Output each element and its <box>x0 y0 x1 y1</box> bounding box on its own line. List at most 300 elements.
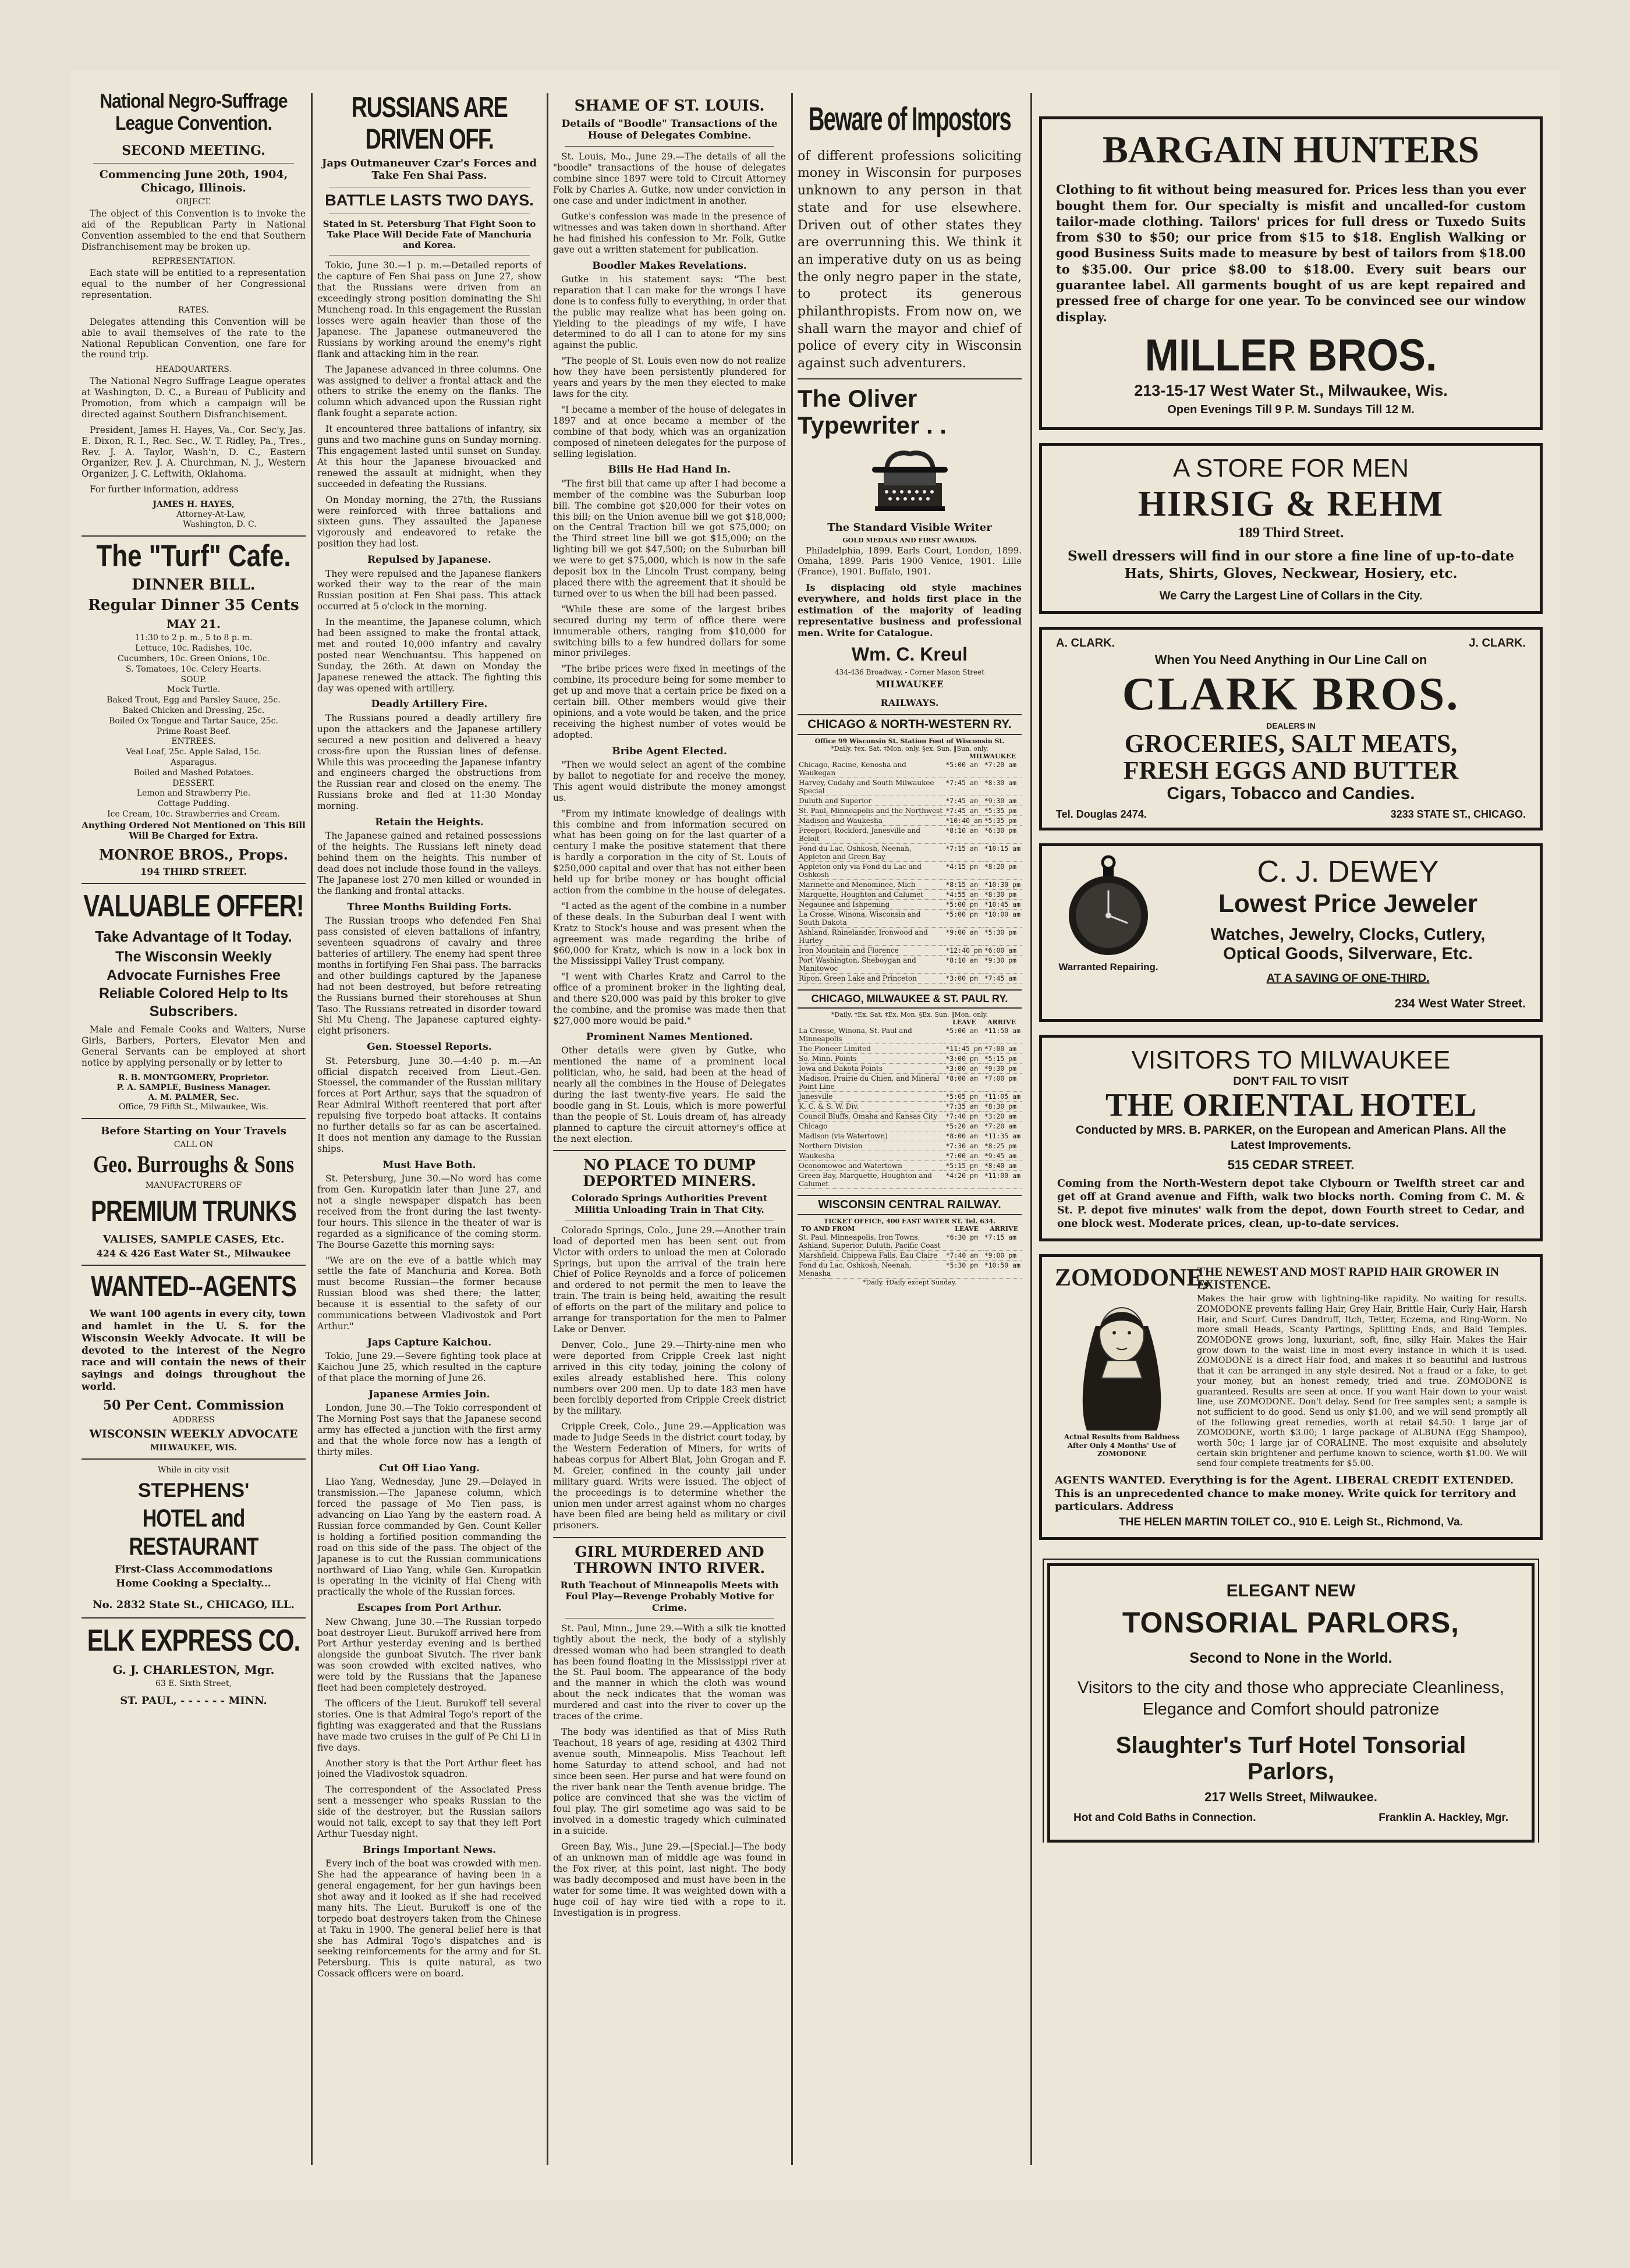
menu-line: ENTREES. <box>171 737 216 747</box>
timetable-row <box>798 945 1022 955</box>
wc-title: WISCONSIN CENTRAL RAILWAY. <box>798 1195 1022 1215</box>
offer-name: P. A. SAMPLE, Business Manager. <box>116 1082 271 1092</box>
impostors-text: of different professions soliciting money in Wisconsin for purposes unknown to any person in that state and for use elsewhere. Driven out of other states they are overrunning this. We think it an imperative duty on us as being the only negro paper in the state, to protect its generous philanthropists. From now on, we shall warn the mayor and chief of police of every city in Wisconsin against such adventurers. <box>798 148 1022 371</box>
miners-deck: Colorado Springs Authorities Prevent Militia Unloading Train in That City. <box>571 1192 768 1215</box>
offer-name: R. B. MONTGOMERY, Proprietor. <box>118 1073 269 1082</box>
article-paragraph: Other details were given by Gutke, who mentioned the name of a prominent local politician, who, he said, had been at the head of nearly all the combines in the House of Delegates during the last twenty-five years. He said the boodle gang in St. Louis, which is more powerful than the people of St. Louis dream of, has already planned to capture the circuit attorney's office at the next election. <box>553 1045 786 1144</box>
agents-paper: WISCONSIN WEEKLY ADVOCATE <box>89 1427 298 1440</box>
menu-lines <box>82 633 306 840</box>
trunks-call: CALL ON <box>173 1140 214 1149</box>
tonsorial-name: TONSORIAL PARLORS, <box>1122 1606 1460 1639</box>
oriental-hotel-ad <box>1039 1035 1543 1241</box>
suffrage-meeting: SECOND MEETING. <box>122 143 265 158</box>
timetable-row <box>798 1111 1022 1121</box>
clark-when: When You Need Anything in Our Line Call on <box>1154 652 1427 668</box>
subhead: Japanese Armies Join. <box>368 1388 490 1400</box>
trunks-premium: PREMIUM TRUNKS <box>91 1195 296 1228</box>
clark-footer <box>1056 808 1526 821</box>
clark-address: 3233 STATE ST., CHICAGO. <box>1390 808 1526 821</box>
menu-line: Cucumbers, 10c. Green Onions, 10c. <box>118 654 270 663</box>
article-paragraph: "The first bill that came up after I had become a member of the combine was the Suburban loop bill. The combine got $20,000 for their votes on this bill; on the Union avenue bill we got $18,000; on the Central Traction bill we got $75,000; on the Third street line bill we got $15,000; on the lighting bill we got $47,500; on the Suburban bill we were to get $75,000, which is now in the safe deposit box in the Lincoln Trust company, being placed there with the agreement that it should be turned over to us when the bill had been passed. <box>553 478 786 599</box>
timetable-destination: Iowa and Dakota Points <box>798 1063 944 1073</box>
timetable-row <box>798 1233 1022 1251</box>
miller-name: MILLER BROS. <box>1144 330 1437 380</box>
timetable-leave: *7:45 am <box>944 778 983 796</box>
timetable-destination: Iron Mountain and Florence <box>798 945 944 955</box>
cnw-table <box>798 760 1022 984</box>
tonsorial-baths: Hot and Cold Baths in Connection. <box>1073 1811 1256 1824</box>
timetable-leave: *3:00 pm <box>944 1053 983 1063</box>
stephens-ad <box>82 1465 306 1612</box>
article-paragraph: The correspondent of the Associated Press sent a messenger who speaks Russian to the side of the destroyer, but the Russian sailors would not talk, except to say that they left Port Arthur Tuesday night. <box>317 1784 541 1839</box>
timetable-leave: *7:45 am <box>944 805 983 815</box>
timetable-row <box>798 778 1022 796</box>
dewey-line1: Watches, Jewelry, Clocks, Cutlery, <box>1210 925 1486 945</box>
timetable-row <box>798 1101 1022 1111</box>
column-5 <box>1039 93 1543 1843</box>
timetable-row <box>798 796 1022 805</box>
article-paragraph: The Russian troops who defended Fen Shai pass consisted of eleven battalions of infantry, seventeen squadrons of cavalry and three batteries of artillery. The enemy had spent three months in fortifying Fen Shai pass. The barracks and other buildings captured by the Japanese had not been destroyed, but before retreating the Russians burned their storehouses at Shun Taso. The Russians retreated in disorder toward Shi Mu Cheng. The Japanese captured eighty-eight prisoners. <box>317 915 541 1037</box>
dewey-right <box>1170 854 1526 1011</box>
stephens-address: No. 2832 State St., CHICAGO, ILL. <box>93 1599 295 1612</box>
article-paragraph: "I acted as the agent of the combine in a number of these deals. In the Suburban deal I went with Kratz to Stock's house and was present when the agreement was made regarding the bribe of $60,000 for Kratz, which is now in a lock box in the Mississippi Valley Trust company. <box>553 900 786 967</box>
menu-line: Baked Trout, Egg and Parsley Sauce, 25c. <box>107 695 281 705</box>
timetable-destination: K. C. & S. W. Div. <box>798 1101 944 1111</box>
impostors-notice <box>798 101 1022 372</box>
tonsorial-ad <box>1047 1563 1535 1843</box>
wc-timetable <box>798 1195 1022 1286</box>
oriental-text: Coming from the North-Western depot take Clybourn or Twelfth street car and get off at Grand avenue and Fifth, walk two blocks north. Coming from C. M. & St. P. depot five minutes' walk from the depot, down Fourth street to Cedar, and one block west. Moderate prices, clean, up-to-date services. <box>1057 1178 1525 1230</box>
clark-tel: Tel. Douglas 2474. <box>1056 808 1147 821</box>
cnw-key: *Daily. †ex. Sat. ‡Mon. only. §ex. Sun. ‖Sun. only. <box>831 744 988 753</box>
russia-deck3: Stated in St. Petersburg That Fight Soon to Take Place Will Decide Fate of Manchuria and Korea. <box>323 219 536 251</box>
timetable-arrive: *8:30 pm <box>983 889 1022 899</box>
timetable-destination: Freeport, Rockford, Janesville and Beloit <box>798 825 944 843</box>
tonsorial-text: Visitors to the city and those who appreciate Cleanliness, Elegance and Comfort should patronize <box>1078 1678 1504 1719</box>
rates-head: RATES. <box>178 305 209 315</box>
timetable-leave: *12:40 pm <box>945 946 982 954</box>
timetable-arrive: *5:35 pm <box>983 815 1022 825</box>
timetable-row <box>798 805 1022 815</box>
wc-colhead-leave: LEAVE <box>955 1224 979 1233</box>
timetable-leave: *7:35 am <box>944 1101 983 1111</box>
clark-left: A. CLARK. <box>1056 637 1115 650</box>
tonsorial-street: 217 Wells Street, Milwaukee. <box>1204 1789 1377 1804</box>
article-paragraph: "Then we would select an agent of the combine by ballot to negotiate for and receive the money. This agent would distribute the money amongst us. <box>553 759 786 803</box>
timetable-arrive: *8:30 am <box>983 778 1022 796</box>
timetable-arrive: *10:45 am <box>984 900 1020 908</box>
timetable-destination: Harvey, Cudahy and South Milwaukee Special <box>798 778 944 796</box>
typewriter-illustration-icon <box>866 442 954 518</box>
tonsorial-second: Second to None in the World. <box>1189 1649 1392 1666</box>
oriental-name: THE ORIENTAL HOTEL <box>1105 1087 1476 1124</box>
officers-text: President, James H. Hayes, Va., Cor. Sec'y, Jas. E. Dixon, R. I., Rec. Sec., W. T. Ridley, Pa., Tres., Rev. J. A. Taylor, Wash'n, D. C., Eastern Organizer, Rev. J. A. Churchman, N. J., Western Organizer, J. C. Leftwith, Oklahoma. <box>82 424 306 480</box>
timetable-leave: *7:00 am <box>944 1151 983 1160</box>
timetable-row <box>798 955 1022 973</box>
turf-cafe-ad <box>82 538 306 877</box>
timetable-destination: Ripon, Green Lake and Princeton <box>798 973 944 983</box>
cnw-colhead: MILWAUKEE <box>969 752 1016 760</box>
signature-place: Washington, D. C. <box>183 519 257 529</box>
dewey-left <box>1056 854 1161 1011</box>
hq-text: The National Negro Suffrage League operates at Washington, D. C., a Bureau of Publicity and Promotion, from which a campaign will be directed against Southern Disfranchisement. <box>82 376 306 420</box>
timetable-row <box>798 1141 1022 1151</box>
suffrage-date: Commencing June 20th, 1904, Chicago, Illinois. <box>99 168 288 195</box>
offer-desc: The Wisconsin Weekly Advocate Furnishes Free Reliable Colored Help to Its Subscribers. <box>98 949 289 1020</box>
valuable-offer-ad <box>82 888 306 1112</box>
timetable-leave: *5:05 pm <box>944 1091 983 1101</box>
subhead: Escapes from Port Arthur. <box>357 1602 502 1614</box>
timetable-leave: *5:00 pm <box>944 909 983 927</box>
object-text: The object of this Convention is to invoke the aid of the Republican Party in National Convention assembled to the end that Southern Disfranchisement may be broken up. <box>82 208 306 252</box>
wc-table <box>798 1233 1022 1279</box>
timetable-row <box>798 1091 1022 1101</box>
timetable-arrive: *6:30 pm <box>983 825 1022 843</box>
timetable-leave: *8:10 am <box>944 955 983 973</box>
timetable-destination: Ashland, Rhinelander, Ironwood and Hurley <box>798 927 944 945</box>
oliver-address: 434-436 Broadway, - Corner Mason Street <box>834 668 985 677</box>
stephens-accom: First-Class Accommodations <box>114 1563 273 1575</box>
bargain-text: Clothing to fit without being measured for. Prices less than you ever bought them for. Our specialty is misfit and uncalled-for custom tailor-made clothing. Tailors' prices for full dress or Tuxedo Suits from $30 to $50; our price from $15 to $18. English Walking or good Business Suits made to measure by best of tailors from $18.00 to $35.00. Our price $8.00 to $18.00. Every suit bears our guarantee label. All garments bought of us are kept repaired and pressed free of charge for one year. To be convinced see our window display. <box>1056 182 1526 324</box>
hirsig-rehm-ad <box>1039 443 1543 614</box>
timetable-row <box>798 760 1022 778</box>
timetable-destination: Fond du Lac, Oshkosh, Neenah, Appleton and Green Bay <box>798 843 944 861</box>
subhead: Prominent Names Mentioned. <box>586 1031 753 1043</box>
timetable-destination: Oconomowoc and Watertown <box>798 1160 944 1170</box>
timetable-leave: *8:10 am <box>944 825 983 843</box>
timetable-leave: *8:00 am <box>944 1131 983 1141</box>
dewey-tag: Lowest Price Jeweler <box>1218 889 1478 918</box>
timetable-destination: La Crosse, Winona, St. Paul and Minneapolis <box>798 1026 944 1044</box>
timetable-leave: *7:40 am <box>945 1250 983 1260</box>
menu-line: Baked Chicken and Dressing, 25c. <box>122 705 265 715</box>
article-paragraph: Gutke in his statement says: "The best reparation that I can make for the wrongs I have done is to confess fully to everything, in order that the public may realize what has been going on. Yielding to the pleadings of my wife, I have determined to do all I can to atone for my sins against the public. <box>553 274 786 351</box>
timetable-destination: La Crosse, Winona, Wisconsin and South Dakota <box>798 909 944 927</box>
agents-commission: 50 Per Cent. Commission <box>102 1397 285 1413</box>
clark-owners <box>1056 637 1526 650</box>
article-paragraph: St. Petersburg, June 30.—No word has come from Gen. Kuropatkin later than June 27, and not a single newspaper dispatch has been received from the front during the last twenty-four hours. This silence in the theater of war is regarded as a significance of the coming storm. The Bourse Gazette this morning says: <box>317 1173 541 1250</box>
menu-line: Cottage Pudding. <box>157 799 230 809</box>
timetable-row <box>798 1053 1022 1063</box>
zomodone-right <box>1197 1265 1527 1470</box>
timetable-destination: Chicago, Racine, Kenosha and Waukegan <box>798 760 944 778</box>
subhead: Three Months Building Forts. <box>347 901 512 913</box>
menu-line: Boiled Ox Tongue and Tartar Sauce, 25c. <box>109 716 278 726</box>
zomodone-tag: THE NEWEST AND MOST RAPID HAIR GROWER IN EXISTENCE. <box>1197 1265 1500 1292</box>
timetable-destination: Marquette, Houghton and Calumet <box>798 889 944 899</box>
suffrage-notice <box>82 93 306 530</box>
timetable-row <box>798 899 1022 909</box>
timetable-row <box>798 1160 1022 1170</box>
timetable-arrive: *11:05 am <box>984 1092 1020 1101</box>
tonsorial-mgr: Franklin A. Hackley, Mgr. <box>1379 1811 1508 1824</box>
article-paragraph: Another story is that the Port Arthur fleet has joined the Vladivostok squadron. <box>317 1758 541 1780</box>
article-paragraph: Gutke's confession was made in the presence of witnesses and was taken down in shorthand. After he had finished his confession to Mr. Folk, Gutke gave out a written statement for publication. <box>553 211 786 255</box>
signature-title: Attorney-At-Law, <box>176 510 246 519</box>
subhead: Must Have Both. <box>382 1159 476 1171</box>
timetable-destination: Chicago <box>798 1121 944 1131</box>
wc-colhead-to: TO AND FROM <box>801 1224 855 1233</box>
column-rule <box>1030 93 1032 2165</box>
article-paragraph: "From my intimate knowledge of dealings with this combine and from information secured on what has been going on for the last quarter of a century I make the positive statement that there is hardly a corporation in the city of St. Louis of $250,000 capital and over that has not either been held up for bribe money or has bought official action from the combine in the house of delegates. <box>553 808 786 896</box>
menu-line: DESSERT. <box>172 778 215 788</box>
timetable-arrive: *7:00 pm <box>983 1073 1022 1091</box>
timetable-destination: Marshfield, Chippewa Falls, Eau Claire <box>798 1250 945 1260</box>
article-paragraph: It encountered three battalions of infantry, six guns and two machine guns on Sunday morning. This engagement lasted until sunset on Sunday. At this hour the Japanese bivouacked and renewed the assault at midnight, when they succeeded in defeating the Russians. <box>317 424 541 489</box>
signature-name: JAMES H. HAYES, <box>153 500 235 510</box>
hirsig-address: 189 Third Street. <box>1238 525 1344 541</box>
clark-dealers: DEALERS IN <box>1266 721 1316 731</box>
oliver-title: The Oliver Typewriter . . <box>798 384 947 439</box>
oriental-fail: DON'T FAIL TO VISIT <box>1233 1075 1349 1088</box>
column-2 <box>317 93 541 1984</box>
article-paragraph: Green Bay, Wis., June 29.—[Special.]—The body of an unknown man of middle age was found in the Fox river, at this point, last night. The body was badly decomposed and must have been in the water for some time. It was weighted down with a huge coil of hay wire tied with a rope to it. Investigation is in progress. <box>553 1841 786 1918</box>
timetable-arrive: *10:30 pm <box>984 880 1020 889</box>
menu-line: Ice Cream, 10c. Strawberries and Cream. <box>107 809 280 819</box>
timetable-row <box>798 1131 1022 1141</box>
cmsp-table <box>798 1026 1022 1189</box>
agents-ad <box>82 1270 306 1453</box>
article-paragraph: "I went with Charles Kratz and Carrol to the office of a prominent broker in the lighting deal, and there $20,000 was paid by this broker to give the combine, and the promise was made then that $27,000 more would be paid." <box>553 971 786 1026</box>
zomodone-left <box>1055 1265 1209 1470</box>
timetable-arrive: *8:25 pm <box>983 1141 1022 1151</box>
timetable-leave: *5:15 pm <box>944 1160 983 1170</box>
timetable-row <box>798 889 1022 899</box>
object-head: OBJECT. <box>176 197 211 207</box>
timetable-destination: Northern Division <box>798 1141 944 1151</box>
subhead: Repulsed by Japanese. <box>367 554 491 566</box>
subhead: Bills He Had Hand In. <box>608 464 731 476</box>
timetable-leave: *7:45 am <box>944 796 983 805</box>
zomodone-agents: AGENTS WANTED. Everything is for the Agent. LIBERAL CREDIT EXTENDED. This is an unprecedented chance to make money. Write quick for territory and particulars. Address <box>1055 1474 1516 1513</box>
russia-deck1: Japs Outmaneuver Czar's Forces and Take Fen Shai Pass. <box>321 157 537 182</box>
cmsp-timetable <box>798 989 1022 1189</box>
timetable-destination: Madison and Waukesha <box>798 815 944 825</box>
timetable-destination: St. Paul, Minneapolis, Iron Towns, Ashland, Superior, Duluth, Pacific Coast <box>798 1233 945 1251</box>
oliver-city: MILWAUKEE <box>876 679 944 690</box>
murder-deck: Ruth Teachout of Minneapolis Meets with Foul Play—Revenge Probably Motive for Crime. <box>560 1580 779 1613</box>
clark-line2: FRESH EGGS AND BUTTER <box>1123 756 1459 785</box>
timetable-destination: Fond du Lac, Oshkosh, Neenah, Menasha <box>798 1260 945 1278</box>
miners-headline: NO PLACE TO DUMP DEPORTED MINERS. <box>583 1156 756 1190</box>
timetable-leave: *5:30 pm <box>945 1260 983 1278</box>
article-paragraph: "We are on the eve of a battle which may settle the fate of Manchuria and Korea. Both must become Russian—the former because Russian blood was shed there; the latter, because it is essential to the safety of our communications between Vladivostok and Port Arthur." <box>317 1255 541 1332</box>
article-paragraph: "I became a member of the house of delegates in 1897 and at once became a member of the combine of that body, which was an organization composed of nineteen delegates for the purpose of selling legislation. <box>553 404 786 459</box>
article-paragraph: They were repulsed and the Japanese flankers worked their way to the rear of the main Russian position at Fen Shai pass. This attack occurred at 5 o'clock in the morning. <box>317 568 541 612</box>
elk-title: ELK EXPRESS CO. <box>87 1623 300 1657</box>
murder-headline: GIRL MURDERED AND THROWN INTO RIVER. <box>573 1543 766 1577</box>
wc-key: *Daily. †Daily except Sunday. <box>862 1278 957 1286</box>
timetable-row <box>798 927 1022 945</box>
timetable-leave: *10:40 am <box>945 816 982 825</box>
offer-title: VALUABLE OFFER! <box>83 888 304 923</box>
oliver-cities: Philadelphia, 1899. Earls Court, London, 1899. Omaha, 1899. Paris 1900 Venice, 1901. Lille (France), 1901. Buffalo, 1901. <box>798 545 1022 577</box>
timetable-destination: Council Bluffs, Omaha and Kansas City <box>798 1111 944 1121</box>
dewey-ad <box>1039 843 1543 1022</box>
timetable-leave: *6:30 pm <box>945 1233 983 1251</box>
elk-mgr: G. J. CHARLESTON, Mgr. <box>112 1662 275 1677</box>
bargain-hunters-ad <box>1039 116 1543 430</box>
oliver-agent: Wm. C. Kreul <box>851 644 968 665</box>
menu-line: Lettuce, 10c. Radishes, 10c. <box>135 644 252 654</box>
oriental-visitors: VISITORS TO MILWAUKEE <box>1131 1046 1451 1075</box>
timetable-destination: St. Paul, Minneapolis and the Northwest <box>798 805 944 815</box>
timetable-leave: *5:00 am <box>944 760 983 778</box>
timetable-arrive: *9:30 am <box>983 796 1022 805</box>
wc-colheads <box>798 1225 1022 1233</box>
timetable-destination: So. Minn. Points <box>798 1053 944 1063</box>
timetable-destination: The Pioneer Limited <box>798 1044 944 1053</box>
article-paragraph: "The people of St. Louis even now do not realize how they have been persistently plundered for years and years by the men they elected to make laws for the city. <box>553 356 786 399</box>
agents-text: We want 100 agents in every city, town and hamlet in the U. S. for the Wisconsin Weekly Advocate. It will be devoted to the interest of the Negro race and will contain the news of their sayings and doings throughout the world. <box>82 1308 306 1393</box>
timetable-destination: Green Bay, Marquette, Houghton and Calumet <box>798 1170 944 1188</box>
rates-text: Delegates attending this Convention will be able to avail themselves of the rate to the National Republican Convention, one fare for the round trip. <box>82 316 306 360</box>
column-3 <box>553 93 786 1923</box>
subhead: Boodler Makes Revelations. <box>592 260 747 272</box>
turf-title: The "Turf" Cafe. <box>96 538 291 573</box>
menu-date: MAY 21. <box>166 617 221 631</box>
article-paragraph: The Japanese advanced in three columns. One was assigned to deliver a frontal attack and the others to strike the enemy on the flanks. The column which advanced upon the Russian right flank fought a separate action. <box>317 364 541 419</box>
column-rule <box>311 93 313 2165</box>
trunks-name: Geo. Burroughs & Sons <box>93 1152 295 1179</box>
elk-street: 63 E. Sixth Street, <box>155 1678 232 1688</box>
subhead: Gen. Stoessel Reports. <box>367 1041 492 1053</box>
article-paragraph: London, June 30.—The Tokio correspondent of The Morning Post says that the Japanese second army has effected a junction with the first army and that the whole force now has a length of thirty miles. <box>317 1403 541 1457</box>
timetable-row <box>798 1151 1022 1160</box>
article-paragraph: Cripple Creek, Colo., June 29.—Application was made to Judge Seeds in the district court today, by the Western Federation of Miners, for writs of habeas corpus for Albert Blat, John Grogan and F. M. Greier, confined in the county jail under military guard. Writs were issued. The object of the proceedings is to determine whether the union men under arrest against whom no charges have been filed are being held as military or civil prisoners. <box>553 1421 786 1531</box>
clark-bros-ad <box>1039 627 1543 830</box>
timetable-leave: *3:00 am <box>944 1063 983 1073</box>
article-paragraph: The Russians poured a deadly artillery fire upon the attackers and the Japanese artillery secured a new position and delivered a heavy cross-fire upon the Russian lines of defense. While this was proceeding the Japanese infantry and engineers charged the obstructions from the Russian rear and closed on the enemy. The Russians broke and fled at 11:30 Monday morning. <box>317 712 541 812</box>
stephens-home: Home Cooking a Specialty... <box>116 1577 271 1589</box>
timetable-leave: *7:15 am <box>944 843 983 861</box>
timetable-row <box>798 879 1022 889</box>
menu-line: Veal Loaf, 25c. Apple Salad, 15c. <box>126 747 261 757</box>
oliver-typewriter-ad <box>798 385 1022 690</box>
timetable-destination: Appleton only via Fond du Lac and Oshkosh <box>798 861 944 879</box>
stephens-hotel: HOTEL and RESTAURANT <box>129 1504 258 1561</box>
oriental-conducted: Conducted by MRS. B. PARKER, on the European and American Plans. All the Latest Improvements. <box>1075 1124 1507 1152</box>
tonsorial-footer <box>1073 1812 1508 1825</box>
woman-long-hair-illustration-icon <box>1061 1291 1183 1431</box>
cnw-office: Office 99 Wisconsin St. Station Foot of Wisconsin St. <box>814 737 1005 745</box>
offer-text: Male and Female Cooks and Waiters, Nurse Girls, Barbers, Porters, Elevator Men and General Servants can be employed at short notice by applying personally or by letter to <box>82 1024 306 1068</box>
article-paragraph: The officers of the Lieut. Burukoff tell several stories. One is that Admiral Togo's report of the fighting was exaggerated and that the Russians have made two cruises in the gulf of Pe Chi Li in five days. <box>317 1698 541 1753</box>
timetable-arrive: *11:00 am <box>983 1170 1022 1188</box>
menu-line: Anything Ordered Not Mentioned on This Bill Will Be Charged for Extra. <box>82 819 306 841</box>
cmsp-title: CHICAGO, MILWAUKEE & ST. PAUL RY. <box>798 989 1022 1009</box>
oliver-medals: GOLD MEDALS AND FIRST AWARDS. <box>842 536 977 544</box>
subhead: Brings Important News. <box>362 1844 497 1856</box>
regular-dinner: Regular Dinner 35 Cents <box>88 597 299 615</box>
timetable-destination: Janesville <box>798 1091 944 1101</box>
article-paragraph: Liao Yang, Wednesday, June 29.—Delayed in transmission.—The Japanese column, which forced the passage of Mo Tien pass, is advancing on Liao Yang by the eastern road. A Russian force commanded by Gen. Count Keller is holding a fortified position commanding the road on this side of the pass. The object of the Japanese is to cut the Russian communications northward of Liao Yang, while Gen. Kuropatkin is operating in the vicinity of Hai Cheng with practically the whole of the Russian forces. <box>317 1476 541 1598</box>
article-paragraph: St. Petersburg, June 30.—4:40 p. m.—An official dispatch received from Lieut.-Gen. Stoessel, the commander of the Russian military forces at Port Arthur, says that the squadron of Rear Admiral Withoft reentered that port after repulsing five torpedo boat attacks. It contains no further details so far as can be ascertained. It does not mention any damage to the Russian ships. <box>317 1055 541 1154</box>
turf-address: 194 THIRD STREET. <box>140 865 247 877</box>
timetable-leave: *7:30 am <box>944 1141 983 1151</box>
timetable-destination: Madison (via Watertown) <box>798 1131 944 1141</box>
stephens-name: STEPHENS' <box>137 1479 250 1502</box>
railways-head: RAILWAYS. <box>880 697 939 708</box>
turf-props: MONROE BROS., Props. <box>99 846 288 863</box>
menu-line: 11:30 to 2 p. m., 5 to 8 p. m. <box>134 633 253 643</box>
stlouis-deck: Details of "Boodle" Transactions of the House of Delegates Combine. <box>561 118 778 141</box>
oliver-tagline: The Standard Visible Writer <box>827 521 992 534</box>
rep-text: Each state will be entitled to a representation equal to the number of her Congressional representation. <box>82 268 306 301</box>
zomodone-ad <box>1039 1254 1543 1539</box>
trunks-mfr: MANUFACTURERS OF <box>145 1180 242 1190</box>
timetable-row <box>798 1063 1022 1073</box>
info-text: For further information, address <box>90 484 239 495</box>
tonsorial-elegant: ELEGANT NEW <box>1226 1581 1356 1600</box>
article-paragraph: Every inch of the boat was crowded with men. She had the appearance of having been in a general engagement, for her gun havings been shot away and it looked as if she had received many hits. The Lieut. Burukoff is one of the torpedo boat destroyers taken from the Chinese at Taku in 1900. The general belief here is that she has Admiral Togo's dispatches and is seeking reinforcements for the army and for St. Petersburg. This is quite natural, as two Cossack officers were on board. <box>317 1858 541 1979</box>
offer-sub: Take Advantage of It Today. <box>95 927 292 945</box>
timetable-arrive: *7:15 am <box>983 1233 1022 1251</box>
timetable-leave: *5:00 am <box>944 1026 983 1044</box>
oliver-text: Is displacing old style machines everywhere, and holds first place in the estimation of the majority of leading representative business and professional men. Write for Catalogue. <box>798 581 1022 638</box>
timetable-destination: Waukesha <box>798 1151 944 1160</box>
cnw-title: CHICAGO & NORTH-WESTERN RY. <box>798 714 1022 735</box>
timetable-row <box>798 1121 1022 1131</box>
article-paragraph: In the meantime, the Japanese column, which had been assigned to make the frontal attack, met and routed 10,000 infantry and cavalry posted near Wenchuantsu. This happened on Sunday, the 26th. At dawn on Monday the Japanese renewed the attack. The fighting this day was opened with artillery. <box>317 617 541 694</box>
trunks-address: 424 & 426 East Water St., Milwaukee <box>96 1248 291 1259</box>
oriental-street: 515 CEDAR STREET. <box>1227 1158 1355 1173</box>
wc-colhead-arrive: ARRIVE <box>990 1224 1018 1233</box>
timetable-leave: *11:45 pm <box>945 1044 982 1053</box>
stephens-while: While in city visit <box>157 1465 230 1475</box>
zomodone-text: Makes the hair grow with lightning-like rapidity. No waiting for results. ZOMODONE prevents falling Hair, Grey Hair, Brittle Hair, Curly Hair, Harsh Hair, and Scurf. Cures Dandruff, Itch, Tetter, Eczema, and Ring-Worm. No more small Heads, Scanty Partings, Splitting Ends, and Bald Temples. ZOMODONE grows long, luxuriant, soft, fine, silky Hair. Makes the Hair grow down to the waist line in most every instance in which it is used. ZOMODONE is a direct Hair food, and makes it so beautiful and lustrous that it can be arranged in any style desired. Not a fraud or a fake, to get your money, but an honest remedy, tried and true. ZOMODONE is guaranteed. Results are seen at once. If you want Hair down to your waist line, use ZOMODONE. Don't delay. Send for free samples sent; a sample is not sufficient to do good. Send us only $1.00, and we will send promptly all of the following great remedies, worth at retail $4.50: 1 large jar of ZOMODONE, worth $3.00; 1 large package of ALBUNA (Egg Shampoo), worth 50c; 1 large jar of CORALINE. The most exquisite and absolutely certain skin brightener and perfume known to science, worth $1.00. We will send four complete treatments for $5.00. <box>1197 1294 1527 1469</box>
timetable-arrive: *10:15 am <box>983 843 1022 861</box>
timetable-leave: *5:20 am <box>944 1121 983 1131</box>
timetable-arrive: *7:20 am <box>983 1121 1022 1131</box>
offer-office: Office, 79 Fifth St., Milwaukee, Wis. <box>118 1102 269 1112</box>
timetable-arrive: *3:20 am <box>983 1111 1022 1121</box>
hirsig-name: HIRSIG & REHM <box>1138 484 1444 524</box>
column-1 <box>82 93 306 1709</box>
timetable-destination: Port Washington, Sheboygan and Manitowoc <box>798 955 944 973</box>
clark-line3: Cigars, Tobacco and Candies. <box>1167 784 1415 804</box>
dewey-name: C. J. DEWEY <box>1257 855 1439 889</box>
timetable-arrive: *5:30 pm <box>983 927 1022 945</box>
timetable-row <box>798 1250 1022 1260</box>
menu-line: S. Tomatoes, 10c. Celery Hearts. <box>126 664 261 674</box>
timetable-row <box>798 909 1022 927</box>
clark-name: CLARK BROS. <box>1122 669 1460 720</box>
timetable-destination: Marinette and Menominee, Mich <box>798 879 944 889</box>
pocket-watch-icon <box>1065 854 1152 959</box>
miller-hours: Open Evenings Till 9 P. M. Sundays Till 12 M. <box>1167 403 1415 416</box>
timetable-leave: *4:15 pm <box>944 861 983 879</box>
timetable-arrive: *5:35 pm <box>983 805 1022 815</box>
timetable-leave: *8:00 am <box>944 1073 983 1091</box>
menu-line: Mock Turtle. <box>166 685 221 695</box>
dinner-bill: DINNER BILL. <box>132 576 256 594</box>
russia-deck2: BATTLE LASTS TWO DAYS. <box>325 191 534 209</box>
newspaper-page <box>70 70 1560 2200</box>
trunks-ad <box>82 1125 306 1259</box>
hirsig-collars: We Carry the Largest Line of Collars in the City. <box>1159 590 1423 603</box>
article-paragraph: Colorado Springs, Colo., June 29.—Another train load of deported men has been sent out from Victor with orders to unload the men at Colorado Springs, but upon the arrival of the train here Chief of Police Reynolds and a force of policemen and ordered to not permit the men to leave the train. The train is being held, awaiting the result of efforts on the part of the military and police to arrange for transportation for the men to Palmer Lake or Denver. <box>553 1224 786 1334</box>
trunks-valises: VALISES, SAMPLE CASES, Etc. <box>102 1233 285 1245</box>
timetable-arrive: *8:20 pm <box>983 861 1022 879</box>
timetable-leave: *4:55 am <box>944 889 983 899</box>
timetable-leave: *7:40 pm <box>944 1111 983 1121</box>
zomodone-top <box>1055 1265 1527 1470</box>
timetable-leave: *9:00 am <box>944 927 983 945</box>
zomodone-name: ZOMODONE, <box>1055 1265 1209 1292</box>
dewey-line2: Optical Goods, Silverware, Etc. <box>1223 945 1473 964</box>
timetable-arrive: *6:00 am <box>983 945 1022 955</box>
